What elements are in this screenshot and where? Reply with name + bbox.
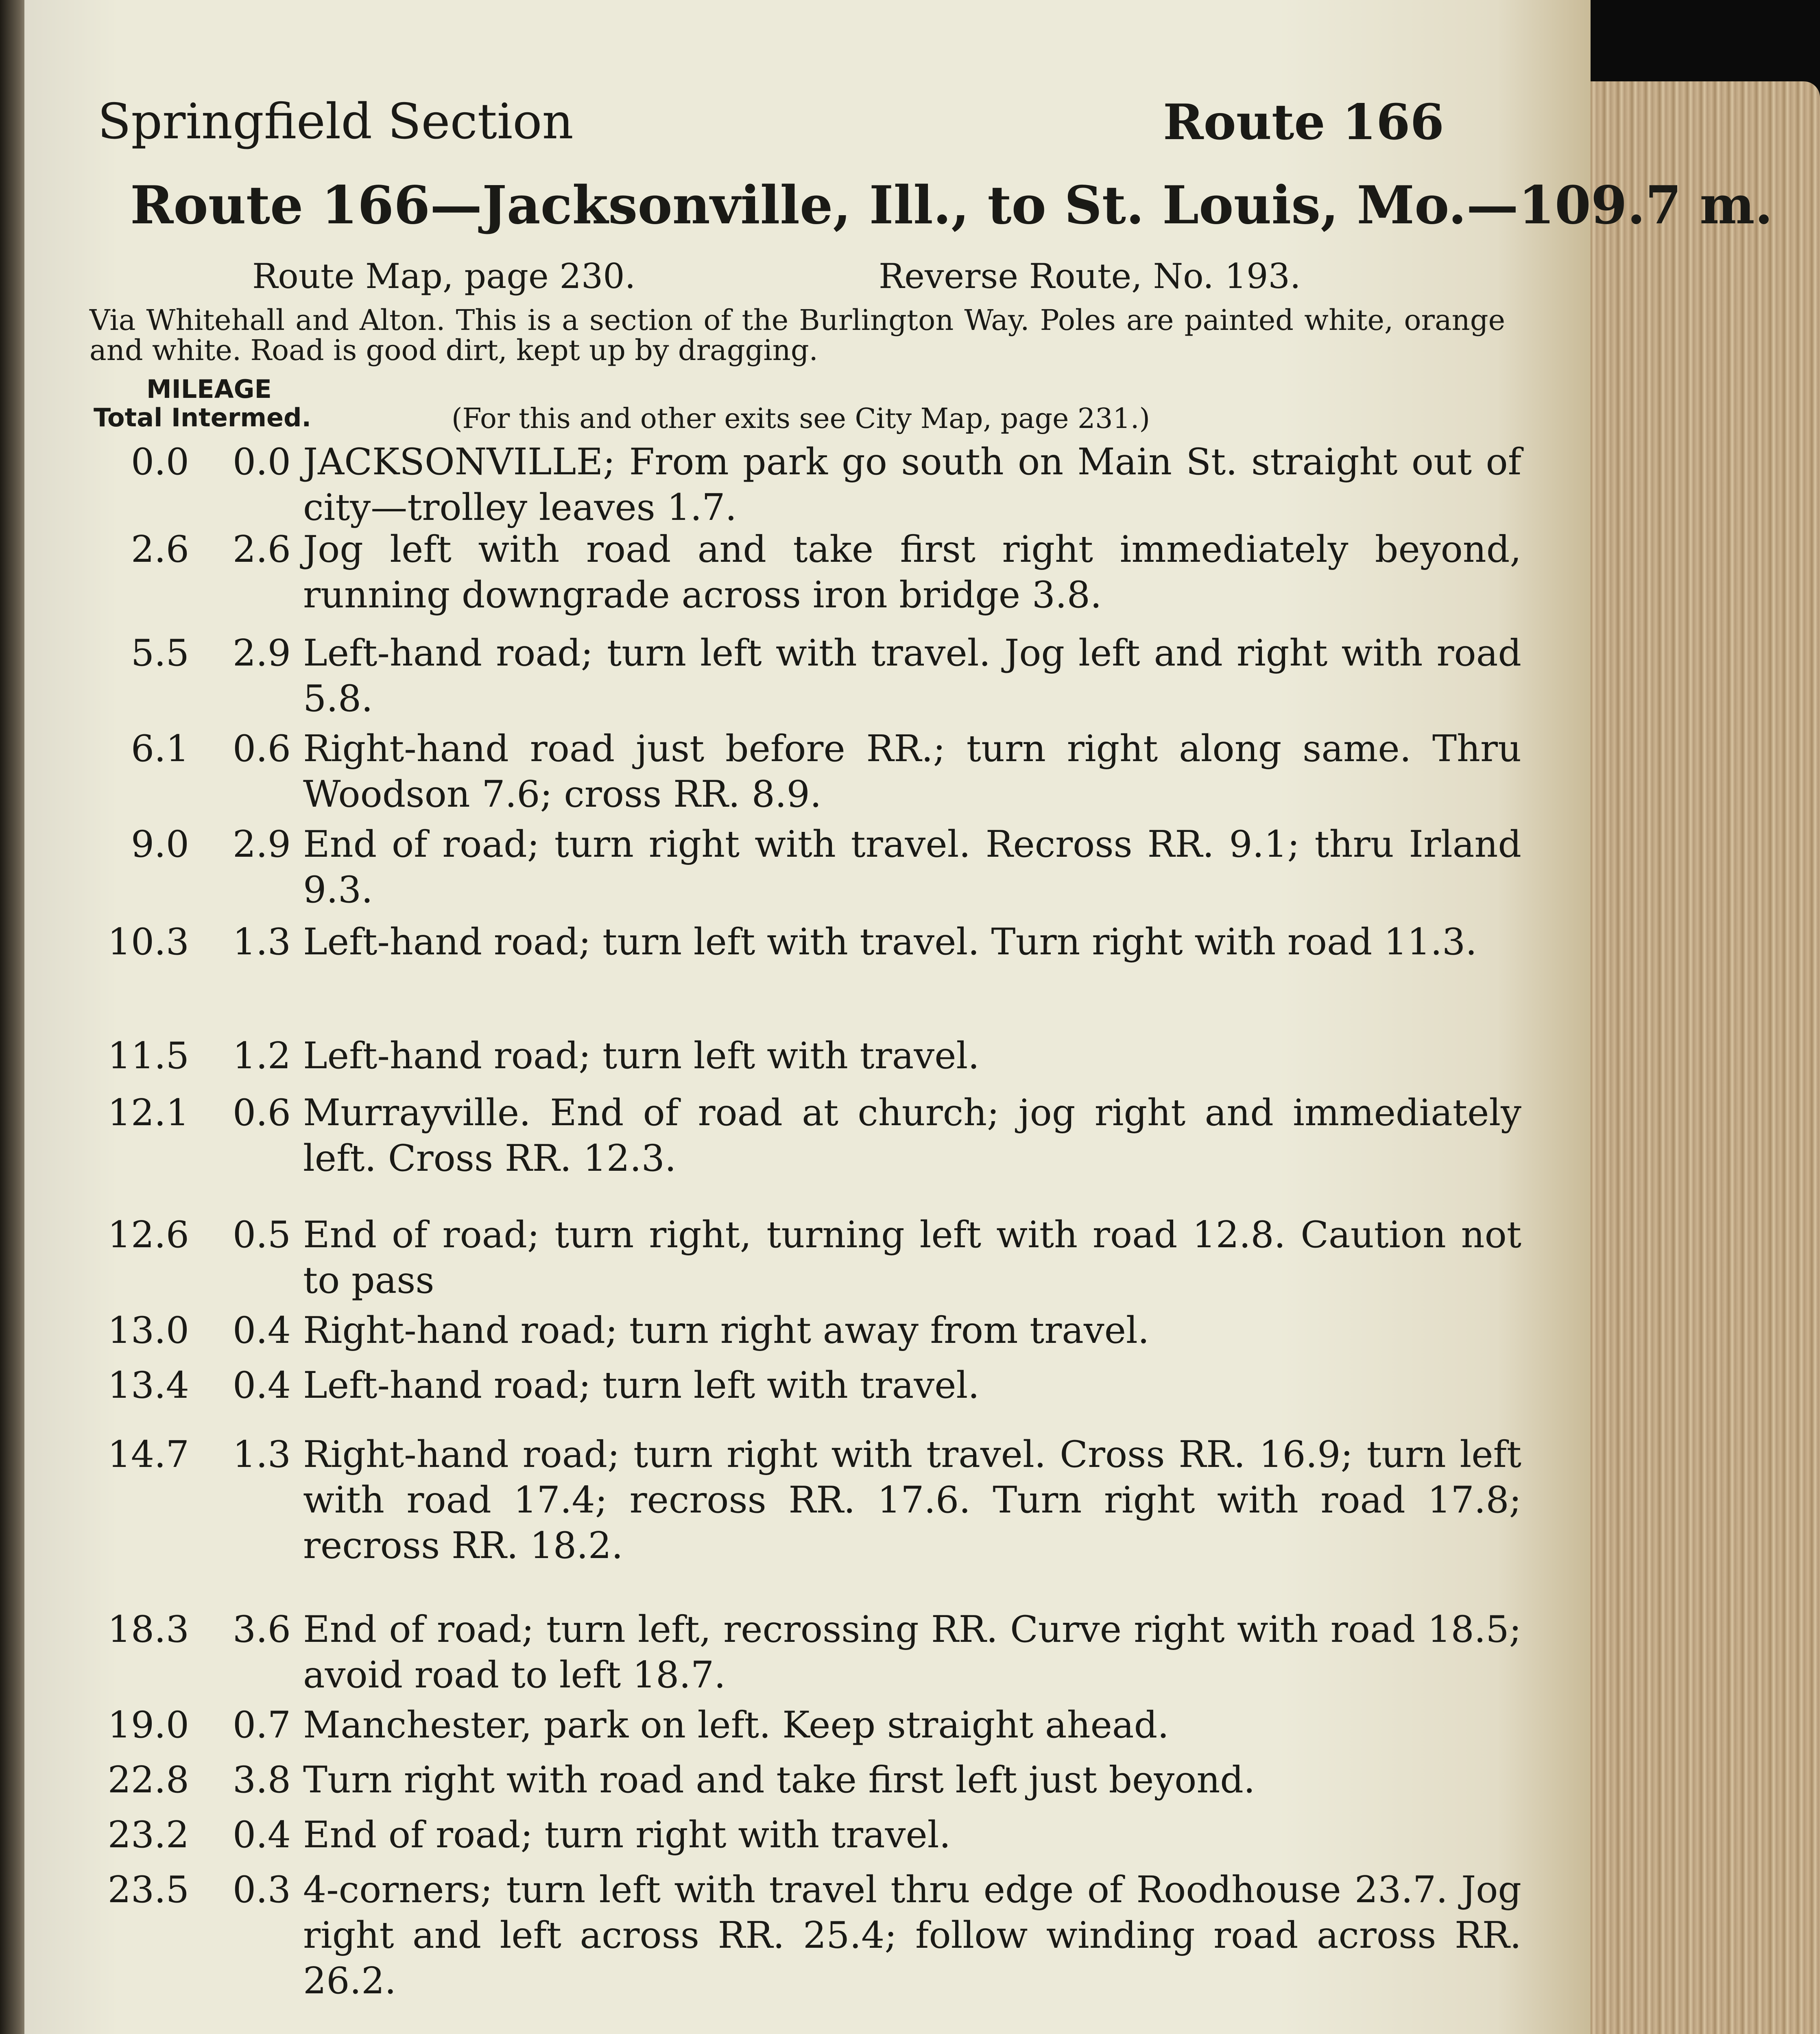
route-map-ref: Route Map, page 230. (252, 256, 636, 296)
total-mileage: 23.2 (107, 1814, 189, 1856)
section-header: Springfield Section (98, 94, 574, 150)
direction-text: End of road; turn right, turning left with road 12.8. Caution not to pass (303, 1213, 1521, 1302)
total-mileage: 18.3 (107, 1608, 189, 1651)
direction-text: Right-hand road; turn right with travel. Cross RR. 16.9; turn left with road 17.4; recross RR. 17.6. Turn right with road 17.8; recross RR. 18.2. (303, 1433, 1521, 1567)
direction-text: Right-hand road; turn right away from travel. (303, 1309, 1150, 1352)
total-mileage: 22.8 (107, 1759, 189, 1801)
total-mileage: 13.0 (107, 1309, 189, 1352)
direction-text: Murrayville. End of road at church; jog right and immediately left. Cross RR. 12.3. (303, 1091, 1521, 1180)
intermediate-mileage: 0.4 (232, 1309, 291, 1352)
total-mileage: 11.5 (107, 1034, 189, 1077)
direction-text: End of road; turn right with travel. Recross RR. 9.1; thru Irland 9.3. (303, 823, 1521, 911)
intermediate-mileage: 3.6 (232, 1608, 291, 1651)
total-mileage: 6.1 (131, 727, 189, 770)
intermediate-mileage: 2.6 (232, 528, 291, 571)
intermediate-mileage: 2.9 (232, 823, 291, 866)
total-mileage: 12.6 (107, 1213, 189, 1256)
intermediate-mileage: 3.8 (232, 1759, 291, 1801)
direction-text: Left-hand road; turn left with travel. Jog left and right with road 5.8. (303, 632, 1521, 720)
direction-text: Right-hand road just before RR.; turn right along same. Thru Woodson 7.6; cross RR. 8.9. (303, 727, 1521, 816)
total-mileage: 2.6 (131, 528, 189, 571)
direction-text: End of road; turn right with travel. (303, 1814, 951, 1856)
direction-text: Turn right with road and take first left just beyond. (303, 1759, 1255, 1801)
total-mileage: 14.7 (107, 1433, 189, 1476)
intermediate-mileage: 0.6 (232, 1091, 291, 1134)
direction-text: Jog left with road and take first right immediately beyond, running downgrade across iron bridge 3.8. (303, 528, 1521, 616)
total-mileage: 19.0 (107, 1704, 189, 1746)
intermediate-mileage: 0.5 (232, 1213, 291, 1256)
intermediate-mileage: 0.6 (232, 727, 291, 770)
direction-text: End of road; turn left, recrossing RR. Curve right with road 18.5; avoid road to left 18.7. (303, 1608, 1521, 1696)
intermediate-mileage: 1.3 (232, 1433, 291, 1476)
direction-text: 4-corners; turn left with travel thru edge of Roodhouse 23.7. Jog right and left across RR. 25.4; follow winding road across RR. 26.2. (303, 1868, 1521, 2002)
intermediate-mileage: 0.7 (232, 1704, 291, 1746)
total-mileage: 12.1 (107, 1091, 189, 1134)
mileage-label: MILEAGE (146, 374, 272, 404)
intermediate-mileage: 0.4 (232, 1364, 291, 1407)
intermediate-mileage: 0.0 (232, 441, 291, 483)
intermediate-mileage: 2.9 (232, 632, 291, 674)
total-mileage: 10.3 (107, 921, 189, 963)
total-mileage: 23.5 (107, 1868, 189, 1911)
direction-text: Left-hand road; turn left with travel. (303, 1364, 980, 1407)
total-mileage: 13.4 (107, 1364, 189, 1407)
direction-text: Manchester, park on left. Keep straight ahead. (303, 1704, 1169, 1746)
book-page (24, 0, 1773, 2034)
route-header: Route 166 (1163, 94, 1444, 151)
route-title: Route 166—Jacksonville, Ill., to St. Louis, Mo.—109.7 m. (130, 175, 1773, 236)
city-map-note: (For this and other exits see City Map, page 231.) (452, 403, 1150, 435)
reverse-route-ref: Reverse Route, No. 193. (879, 256, 1301, 296)
column-headings: Total Intermed. (94, 403, 312, 432)
total-mileage: 5.5 (131, 632, 189, 674)
intermediate-mileage: 1.3 (232, 921, 291, 963)
intermediate-mileage: 1.2 (232, 1034, 291, 1077)
total-mileage: 0.0 (131, 441, 189, 483)
direction-text: Left-hand road; turn left with travel. (303, 1034, 980, 1077)
route-description: Via Whitehall and Alton. This is a section of the Burlington Way. Poles are painted white, orange and white. Road is good dirt, kept up by dragging. (89, 303, 1505, 367)
total-mileage: 9.0 (131, 823, 189, 866)
intermediate-mileage: 0.4 (232, 1814, 291, 1856)
intermediate-mileage: 0.3 (232, 1868, 291, 1911)
direction-text: JACKSONVILLE; From park go south on Main St. straight out of city—trolley leaves 1.7. (303, 441, 1521, 529)
direction-text: Left-hand road; turn left with travel. Turn right with road 11.3. (303, 921, 1477, 963)
